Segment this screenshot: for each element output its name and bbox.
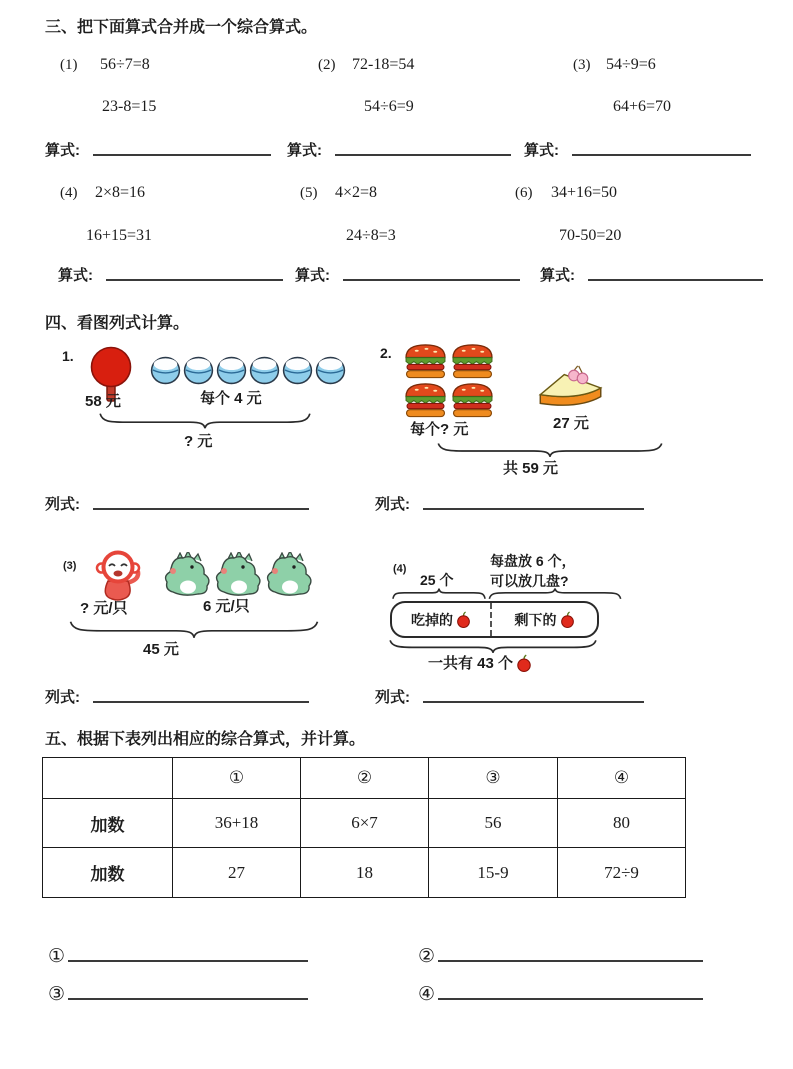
ball-icon xyxy=(216,356,247,385)
hamburger-icon xyxy=(450,381,495,418)
table-header-3: ③ xyxy=(429,758,558,799)
ball-icon xyxy=(249,356,280,385)
dino-price-label: 6 元/只 xyxy=(203,598,250,615)
problem-2-eq2: 54÷6=9 xyxy=(364,98,414,115)
lieshi-blank-2[interactable] xyxy=(423,492,644,510)
suanshi-blank-4[interactable] xyxy=(106,263,283,281)
suanshi-label-2: 算式: xyxy=(287,142,322,159)
section4-title: 四、看图列式计算。 xyxy=(45,315,190,332)
apple-icon xyxy=(456,611,471,628)
p4-note-line2: 可以放几盘? xyxy=(490,573,569,589)
row2-cell-2: 18 xyxy=(301,848,429,898)
ball-icon xyxy=(150,356,181,385)
problem-6-eq2: 70-50=20 xyxy=(559,227,622,244)
suanshi-blank-5[interactable] xyxy=(343,263,520,281)
answer-3-blank[interactable] xyxy=(68,982,308,1000)
underbrace-p1 xyxy=(98,412,312,429)
problem-6-eq1: 34+16=50 xyxy=(551,184,618,201)
answer-2-blank[interactable] xyxy=(438,944,703,962)
answer-4-blank[interactable] xyxy=(438,982,703,1000)
row2-cell-3: 15-9 xyxy=(429,848,558,898)
overbrace-p4-left xyxy=(392,588,486,600)
problem-6-number: (6) xyxy=(515,185,533,201)
row2-label: 加数 xyxy=(43,848,173,898)
apple-box-right-cell xyxy=(492,603,597,636)
dino-row xyxy=(163,552,315,598)
problem-3-eq2: 64+6=70 xyxy=(613,98,672,115)
problem-1-eq1: 56÷7=8 xyxy=(100,56,150,73)
row1-cell-4: 80 xyxy=(558,798,686,848)
problem-5-number: (5) xyxy=(300,185,318,201)
problem4-4-number: (4) xyxy=(393,563,407,575)
apple-box-left-cell xyxy=(392,603,492,636)
ball-row xyxy=(150,356,346,385)
p4-left-count-label: 25 个 xyxy=(420,572,454,588)
problem-2-eq1: 72-18=54 xyxy=(352,56,415,73)
lieshi-label-1: 列式: xyxy=(45,496,80,513)
monkey-toy-icon xyxy=(92,548,144,604)
cake-price-label: 27 元 xyxy=(553,415,589,432)
row2-cell-1: 27 xyxy=(173,848,301,898)
ball-icon xyxy=(282,356,313,385)
lieshi-label-3: 列式: xyxy=(45,689,80,706)
problem4-2-number: 2. xyxy=(380,345,392,361)
section5-title: 五、根据下表列出相应的综合算式，并计算。 xyxy=(45,731,366,748)
problem4-1-number: 1. xyxy=(62,348,74,364)
ball-icon xyxy=(315,356,346,385)
table-header-1: ① xyxy=(173,758,301,799)
problem-2-number: (2) xyxy=(318,57,336,73)
dinosaur-toy-icon xyxy=(265,552,315,598)
paddle-price-label: 58 元 xyxy=(85,393,121,410)
eaten-label: 吃掉的 xyxy=(411,611,453,628)
p4-note-line1: 每盘放 6 个， xyxy=(490,553,576,569)
ball-price-label: 每个 4 元 xyxy=(200,390,262,407)
answer-1-blank[interactable] xyxy=(68,944,308,962)
p2-total-label: 共 59 元 xyxy=(503,460,559,477)
table-header-row xyxy=(43,758,686,799)
lieshi-label-4: 列式: xyxy=(375,689,410,706)
row2-cell-4: 72÷9 xyxy=(558,848,686,898)
row1-cell-1: 36+18 xyxy=(173,798,301,848)
underbrace-p2 xyxy=(436,442,664,457)
hamburger-icon xyxy=(450,342,495,379)
suanshi-label-5: 算式: xyxy=(295,267,330,284)
problem-1-number: (1) xyxy=(60,57,78,73)
answer-4-number: ④ xyxy=(418,984,436,1005)
suanshi-label-4: 算式: xyxy=(58,267,93,284)
overbrace-p4-right xyxy=(488,588,622,600)
ball-icon xyxy=(183,356,214,385)
problem-1-eq2: 23-8=15 xyxy=(102,98,157,115)
dinosaur-toy-icon xyxy=(214,552,264,598)
monkey-price-label: ? 元/只 xyxy=(80,600,128,617)
table-row xyxy=(43,798,686,848)
problem-5-eq1: 4×2=8 xyxy=(335,184,378,201)
suanshi-blank-6[interactable] xyxy=(588,263,763,281)
lieshi-blank-3[interactable] xyxy=(93,685,309,703)
suanshi-blank-3[interactable] xyxy=(572,138,751,156)
hamburger-icon xyxy=(403,381,448,418)
apple-box xyxy=(390,601,599,638)
underbrace-p4 xyxy=(388,639,598,653)
answer-1-number: ① xyxy=(48,946,66,967)
problem-3-number: (3) xyxy=(573,57,591,73)
suanshi-label-6: 算式: xyxy=(540,267,575,284)
row1-cell-3: 56 xyxy=(429,798,558,848)
sums-table xyxy=(42,757,686,898)
apple-icon xyxy=(516,654,532,672)
lieshi-label-2: 列式: xyxy=(375,496,410,513)
suanshi-label-1: 算式: xyxy=(45,142,80,159)
table-row xyxy=(43,848,686,898)
answer-2-number: ② xyxy=(418,946,436,967)
p1-total-label: ? 元 xyxy=(184,433,213,450)
suanshi-blank-1[interactable] xyxy=(93,138,271,156)
row1-cell-2: 6×7 xyxy=(301,798,429,848)
cake-slice-icon xyxy=(535,364,607,412)
lieshi-blank-1[interactable] xyxy=(93,492,309,510)
p4-total-label: 一共有 43 个 xyxy=(428,655,514,672)
problem-4-eq2: 16+15=31 xyxy=(86,227,153,244)
dinosaur-toy-icon xyxy=(163,552,213,598)
row1-label: 加数 xyxy=(43,798,173,848)
lieshi-blank-4[interactable] xyxy=(423,685,644,703)
apple-icon xyxy=(560,611,575,628)
remaining-label: 剩下的 xyxy=(514,611,557,628)
hamburger-icon xyxy=(403,342,448,379)
answer-3-number: ③ xyxy=(48,984,66,1005)
problem-3-eq1: 54÷9=6 xyxy=(606,56,656,73)
burger-price-label: 每个? 元 xyxy=(410,421,469,438)
table-corner-cell xyxy=(43,758,173,799)
table-header-4: ④ xyxy=(558,758,686,799)
problem-5-eq2: 24÷8=3 xyxy=(346,227,396,244)
underbrace-p3 xyxy=(68,620,320,638)
table-header-2: ② xyxy=(301,758,429,799)
p4-total-row xyxy=(428,652,532,673)
suanshi-label-3: 算式: xyxy=(524,142,559,159)
problem-4-eq1: 2×8=16 xyxy=(95,184,146,201)
p3-total-label: 45 元 xyxy=(143,641,179,658)
suanshi-blank-2[interactable] xyxy=(335,138,511,156)
problem-4-number: (4) xyxy=(60,185,78,201)
problem4-3-number: (3) xyxy=(63,560,77,572)
section3-title: 三、把下面算式合并成一个综合算式。 xyxy=(45,19,318,36)
burger-grid xyxy=(403,342,499,418)
